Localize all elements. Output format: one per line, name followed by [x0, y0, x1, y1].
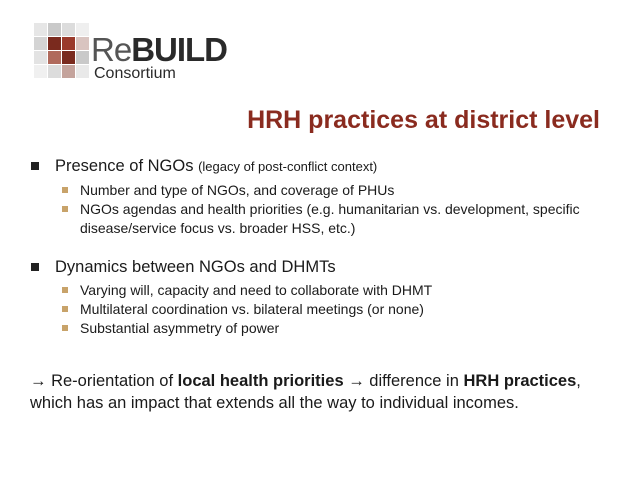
square-bullet-icon	[31, 263, 39, 271]
sub-bullet	[30, 300, 610, 319]
square-bullet-icon	[62, 287, 68, 293]
arrow-right-icon: →	[343, 372, 370, 390]
sub-bullet-text: Varying will, capacity and need to collaborate with DHMT	[80, 282, 433, 298]
conclusion-text: difference in	[369, 372, 464, 390]
logo-wordmark: ReBUILD	[91, 31, 228, 68]
sub-bullet-text: NGOs agendas and health priorities (e.g. humanitarian vs. development, specific disease/service focus vs. broader HSS, etc.)	[80, 201, 580, 236]
square-bullet-icon	[62, 325, 68, 331]
conclusion-text: Re-orientation of	[46, 372, 178, 390]
bullet-aside-text: (legacy of post-conflict context)	[198, 159, 378, 174]
sub-bullet-text: Number and type of NGOs, and coverage of PHUs	[80, 182, 395, 198]
logo-consortium: Consortium	[94, 65, 176, 82]
square-bullet-icon	[31, 162, 39, 170]
bullet-main-text: Dynamics between NGOs and DHMTs	[55, 258, 336, 276]
bullet-main-text: Presence of NGOs	[55, 157, 194, 175]
emphasis-text: HRH practices	[463, 372, 577, 390]
sub-bullet	[30, 200, 610, 238]
conclusion-text: , which has an impact that extends all the way to individual incomes.	[30, 372, 581, 412]
sub-bullet	[30, 319, 610, 338]
sub-bullet-text: Substantial asymmetry of power	[80, 320, 280, 336]
bullet-ngo-presence	[30, 155, 610, 178]
sub-bullet	[30, 181, 610, 200]
arrow-right-icon: →	[30, 372, 47, 390]
conclusion-paragraph	[30, 370, 610, 414]
square-bullet-icon	[62, 187, 68, 193]
slide-title: HRH practices at district level	[247, 106, 600, 134]
emphasis-text: local health priorities	[177, 372, 344, 390]
square-bullet-icon	[62, 306, 68, 312]
logo-grid-icon	[34, 23, 92, 81]
sub-bullet	[30, 281, 610, 300]
bullet-list	[30, 155, 610, 338]
bullet-ngo-dhmt-dynamics	[30, 256, 610, 278]
square-bullet-icon	[62, 206, 68, 212]
rebuild-logo	[34, 23, 234, 83]
sub-bullet-text: Multilateral coordination vs. bilateral meetings (or none)	[80, 301, 424, 317]
